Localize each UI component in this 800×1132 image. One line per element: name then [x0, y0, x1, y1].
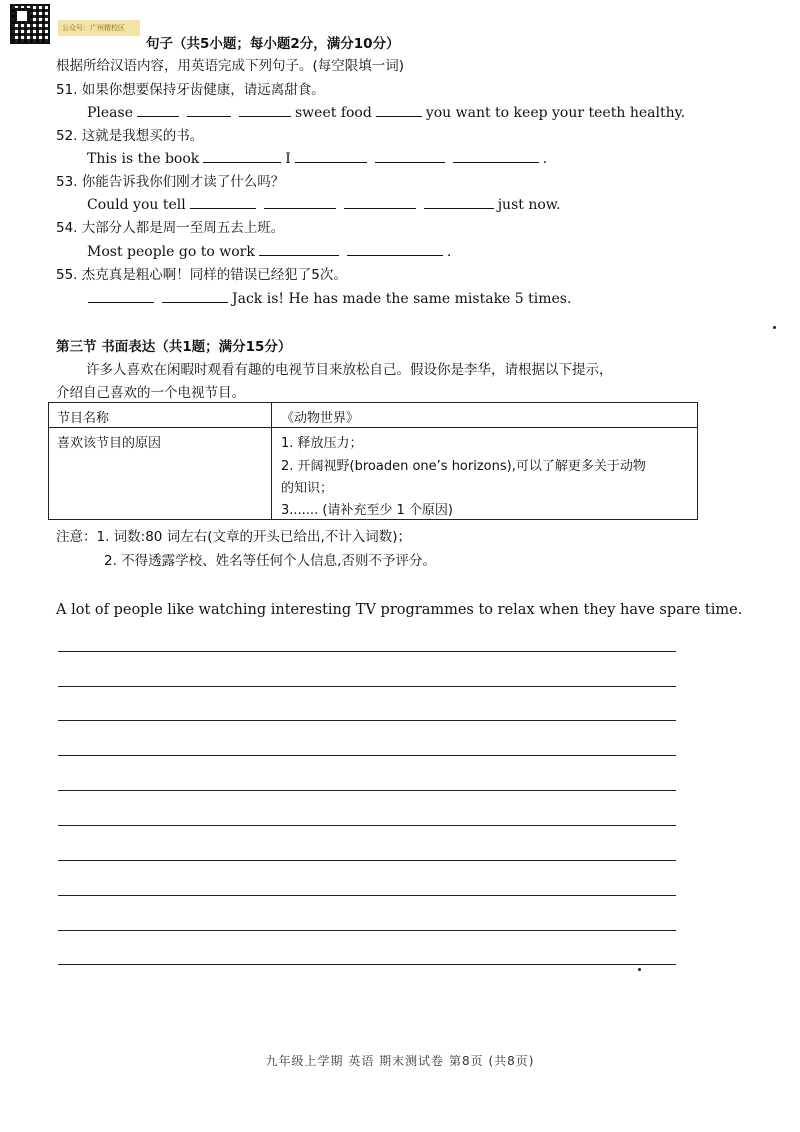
question-54-zh: 54. 大部分人都是周一至周五去上班。: [56, 220, 285, 236]
writing-line[interactable]: [58, 825, 676, 826]
answer-blank[interactable]: [137, 102, 179, 117]
reason-item: 3....... (请补充至少 1 个原因): [281, 503, 454, 518]
qr-code-icon: [10, 4, 50, 44]
prompt-table: [48, 402, 698, 520]
writing-line[interactable]: [58, 651, 676, 652]
writing-line[interactable]: [58, 860, 676, 861]
note-1: 注意：1. 词数:80 词左右(文章的开头已给出,不计入词数)；: [56, 529, 412, 545]
answer-blank[interactable]: [88, 288, 154, 303]
scan-dot: [773, 326, 776, 329]
answer-blank[interactable]: [453, 148, 539, 163]
instruction: 根据所给汉语内容，用英语完成下列句子。(每空限填一词): [56, 58, 405, 74]
writing-line[interactable]: [58, 790, 676, 791]
writing-line[interactable]: [58, 755, 676, 756]
question-53-zh: 53. 你能告诉我你们刚才读了什么吗？: [56, 174, 285, 190]
writing-prompt-line1: 许多人喜欢在闲暇时观看有趣的电视节目来放松自己。假设你是李华，请根据以下提示，: [86, 362, 613, 378]
table-label-reasons: 喜欢该节目的原因: [57, 436, 162, 451]
writing-line[interactable]: [58, 686, 676, 687]
writing-title: 第三节 书面表达（共1题；满分15分）: [56, 339, 292, 355]
answer-blank[interactable]: [295, 148, 367, 163]
writing-line[interactable]: [58, 964, 676, 965]
answer-blank[interactable]: [347, 241, 443, 256]
note-2: 2. 不得透露学校、姓名等任何个人信息,否则不予评分。: [104, 553, 436, 569]
question-51-en: Please sweet food you want to keep your teeth healthy.: [87, 102, 685, 121]
writing-line[interactable]: [58, 930, 676, 931]
answer-blank[interactable]: [259, 241, 339, 256]
answer-blank[interactable]: [162, 288, 228, 303]
writing-prompt-line2: 介绍自己喜欢的一个电视节目。: [56, 385, 245, 401]
writing-line[interactable]: [58, 720, 676, 721]
reason-item: 1. 释放压力；: [281, 436, 363, 451]
reason-item: 的知识；: [281, 481, 334, 496]
answer-blank[interactable]: [424, 194, 494, 209]
question-55-en: Jack is! He has made the same mistake 5 times.: [84, 288, 571, 307]
question-55-zh: 55. 杰克真是粗心啊！同样的错误已经犯了5次。: [56, 267, 347, 283]
table-label-name: 节目名称: [57, 411, 110, 426]
answer-blank[interactable]: [190, 194, 256, 209]
answer-blank[interactable]: [187, 102, 231, 117]
opening-sentence: A lot of people like watching interesting TV programmes to relax when they have spare time.: [56, 602, 743, 618]
answer-blank[interactable]: [344, 194, 416, 209]
question-52-zh: 52. 这就是我想买的书。: [56, 128, 204, 144]
answer-blank[interactable]: [239, 102, 291, 117]
watermark-stamp: 公众号：广州精校区: [58, 20, 140, 36]
scan-dot: [638, 968, 641, 971]
section-title: 句子（共5小题；每小题2分，满分10分）: [146, 36, 400, 52]
question-52-en: This is the book I .: [87, 148, 547, 167]
table-value-name: 《动物世界》: [281, 411, 360, 426]
answer-blank[interactable]: [376, 102, 422, 117]
writing-line[interactable]: [58, 895, 676, 896]
question-53-en: Could you tell just now.: [87, 194, 561, 213]
reason-item: 2. 开阔视野(broaden one’s horizons),可以了解更多关于动物: [281, 459, 646, 474]
page-footer: 九年级上学期 英语 期末测试卷 第8页 (共8页): [265, 1054, 535, 1068]
question-51-zh: 51. 如果你想要保持牙齿健康，请远离甜食。: [56, 82, 325, 98]
question-54-en: Most people go to work .: [87, 241, 451, 260]
answer-blank[interactable]: [203, 148, 281, 163]
answer-blank[interactable]: [264, 194, 336, 209]
answer-blank[interactable]: [375, 148, 445, 163]
